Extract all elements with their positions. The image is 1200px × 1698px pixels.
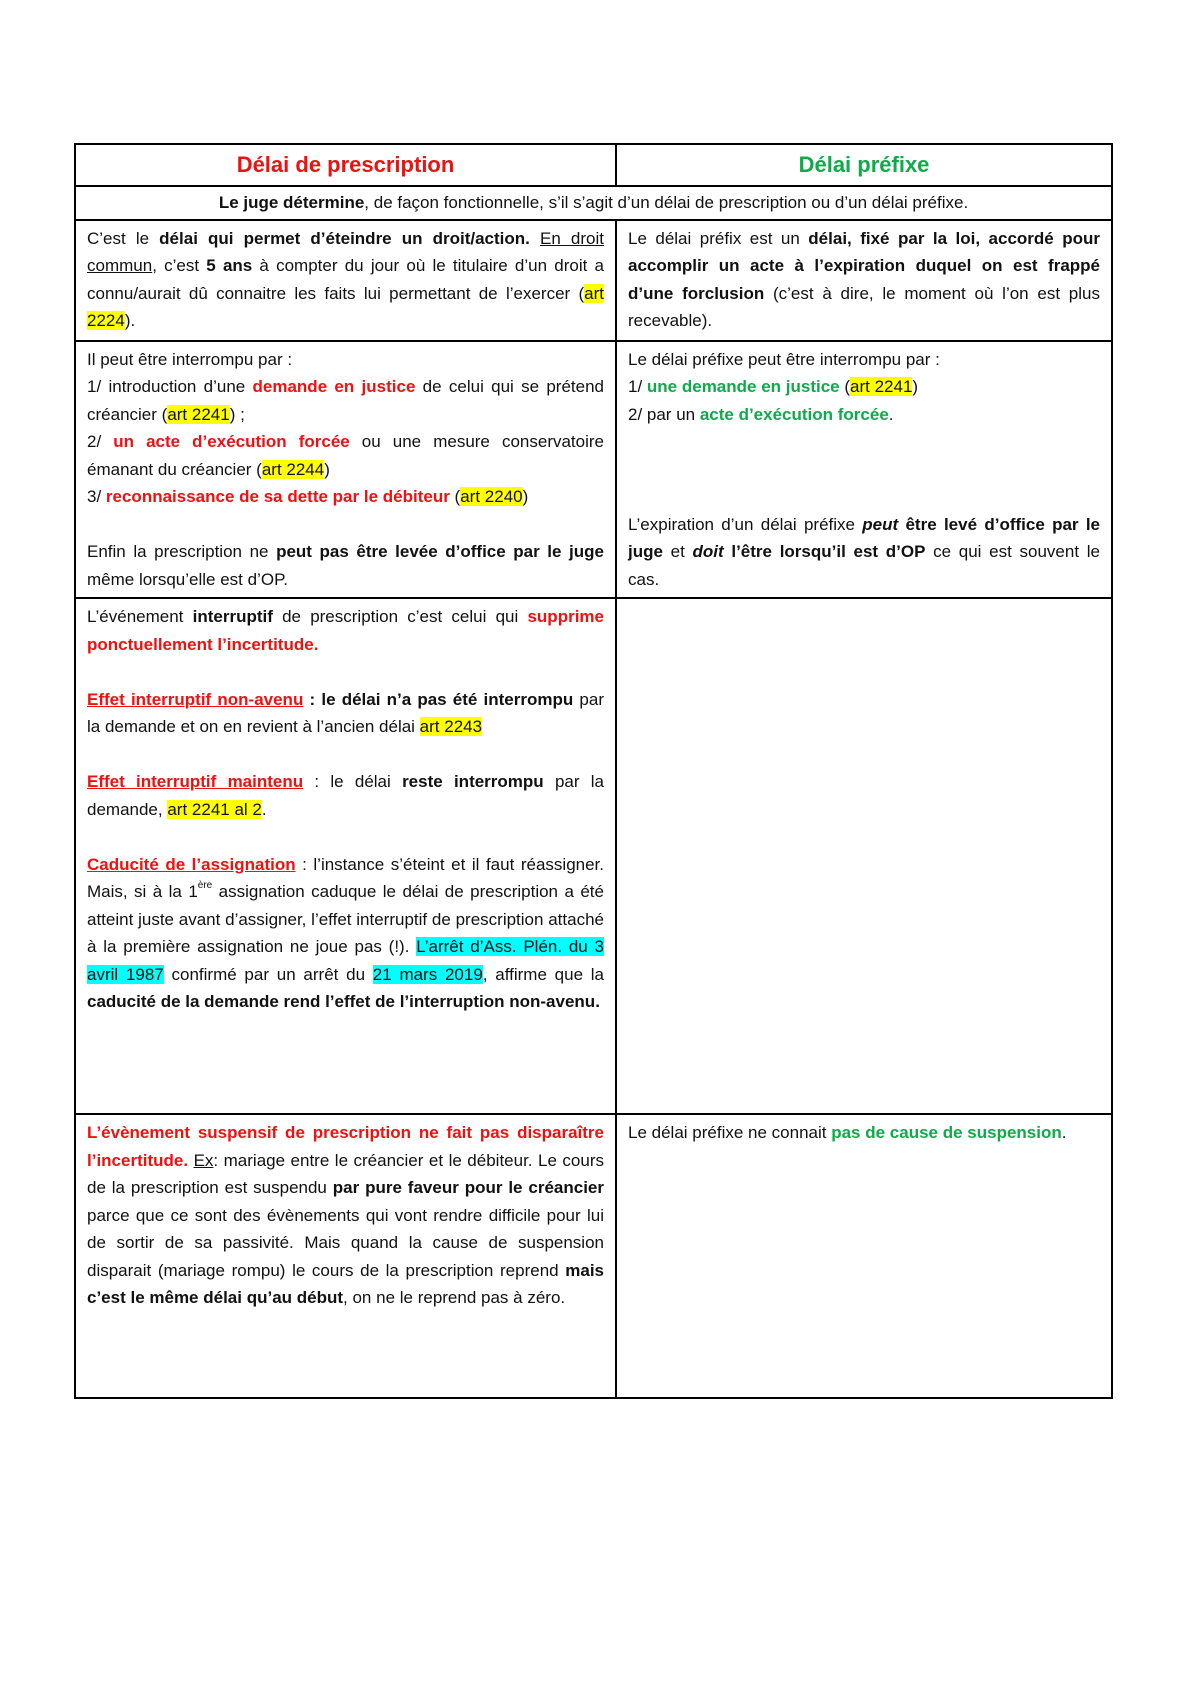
italic-text: doit — [692, 542, 724, 561]
paragraph: Il peut être interrompu par : — [87, 349, 293, 369]
bold-text: peut pas être levée d’office par le juge — [276, 542, 605, 561]
prescription-definition-cell — [75, 220, 616, 341]
text: ce qui est souvent le cas. — [628, 542, 1100, 589]
article-reference: art 2243 — [419, 717, 483, 736]
text: 2/ — [87, 432, 114, 451]
prefixe-suspension-cell — [616, 1114, 1112, 1398]
list-item — [87, 373, 604, 428]
text: Le délai préfixe ne connait — [628, 1123, 832, 1142]
text: 1/ — [628, 377, 647, 396]
section-title: Effet interruptif non-avenu — [87, 689, 304, 709]
text: (c’est à dire, le moment où l’on est plus recevable). — [628, 283, 1100, 330]
red-text: un acte d’exécution forcée — [113, 432, 350, 451]
article-reference: art 2224 — [87, 283, 604, 330]
text: , on ne le reprend pas à zéro. — [343, 1288, 566, 1307]
text: même lorsqu’elle est d’OP. — [87, 569, 288, 589]
bold-text: l’être lorsqu’il est d’OP — [723, 542, 926, 561]
case-reference: L’arrêt d’Ass. Plén. du 3 avril 1987 — [87, 937, 604, 984]
definition-row — [75, 220, 1112, 341]
text: ) — [912, 377, 919, 396]
underlined-text: Ex — [193, 1150, 214, 1170]
header-row — [75, 144, 1112, 186]
paragraph — [87, 603, 604, 658]
empty-cell — [616, 598, 1112, 1114]
list-item — [87, 428, 604, 483]
text: ) — [324, 459, 330, 479]
green-text: une demande en justice — [646, 377, 840, 396]
text: . — [888, 404, 894, 424]
red-text: supprime ponctuellement l’incertitude. — [87, 607, 604, 654]
interruptive-event-row — [75, 598, 1112, 1114]
text: parce que ce sont des évènements qui vont rendre difficile pour lui de sortir de sa passivité. Mais quand la cause de suspension disparait (mariage rompu) le cours de la prescription reprend — [87, 1205, 604, 1280]
text: ou une mesure conservatoire émanant du créancier ( — [87, 432, 605, 479]
article-reference: art 2241 — [167, 404, 230, 424]
underlined-text: En droit commun — [87, 228, 604, 275]
text: 3/ — [87, 487, 106, 506]
text: ) ; — [229, 404, 245, 424]
bold-text: interruptif — [192, 607, 273, 626]
prescription-interruption-cell — [75, 341, 616, 599]
italic-text: peut — [862, 514, 899, 534]
text: Le délai préfix est un — [628, 228, 809, 248]
text: ) — [522, 487, 529, 506]
green-text: pas de cause de suspension — [831, 1123, 1062, 1142]
list-item — [87, 483, 604, 511]
red-text: L’évènement suspensif de prescription ne fait pas disparaître l’incertitude. — [87, 1123, 604, 1170]
bold-text: délai n’a pas été interrompu — [341, 689, 574, 709]
bold-text: être levé d’office par le juge — [628, 514, 1101, 561]
prescription-suspension-cell — [75, 1114, 616, 1398]
paragraph — [87, 686, 604, 741]
text: de celui qui se prétend créancier ( — [87, 377, 604, 424]
prefixe-interruption-cell — [616, 341, 1112, 599]
prefixe-definition-cell — [616, 220, 1112, 341]
paragraph: Le délai préfixe peut être interrompu par : — [628, 349, 940, 369]
interruptive-event-cell — [75, 598, 616, 1114]
intro-text: , de façon fonctionnelle, s’il s’agit d’un délai de prescription ou d’un délai préfixe. — [364, 193, 969, 212]
comparison-table — [74, 143, 1113, 1399]
header-prescription: Délai de prescription — [75, 144, 616, 186]
text: confirmé par un arrêt du — [163, 964, 373, 984]
text: par la demande et on en revient à l’ancien délai — [87, 689, 605, 736]
text: et — [662, 542, 693, 561]
text: Enfin la prescription ne — [87, 542, 277, 561]
article-reference: art 2240 — [460, 487, 523, 506]
text: , affirme que la — [482, 964, 605, 984]
interruption-row — [75, 341, 1112, 599]
bold-text: caducité de la demande rend l’effet de l’interruption non-avenu. — [87, 992, 600, 1011]
text — [530, 229, 540, 248]
paragraph — [87, 538, 604, 593]
article-reference: art 2241 al 2 — [167, 799, 262, 819]
text: ( — [449, 487, 461, 506]
text: assignation caduque le délai de prescription a été atteint juste avant d’assigner, l’effet interruptif de prescription attaché à la première assignation ne joue pas (!). — [87, 882, 604, 956]
bold-text: délai qui permet d’éteindre un droit/action. — [159, 228, 530, 248]
text: . — [261, 799, 267, 819]
text: ). — [124, 311, 136, 330]
text: . — [1061, 1123, 1067, 1142]
article-reference: art 2244 — [261, 459, 325, 479]
text: : mariage entre le créancier et le débiteur. Le cours de la prescription est suspendu — [87, 1150, 604, 1197]
paragraph — [87, 768, 604, 823]
intro-row — [75, 186, 1112, 220]
paragraph — [628, 511, 1100, 594]
text: de prescription c’est celui qui — [272, 607, 528, 626]
text: C’est le — [87, 228, 160, 248]
green-text: acte d’exécution forcée — [699, 404, 889, 424]
intro-bold: Le juge détermine — [218, 193, 365, 212]
bold-text: mais c’est le même délai qu’au début — [87, 1260, 604, 1307]
text: : le délai — [303, 772, 403, 791]
text: par la demande, — [87, 772, 605, 819]
text: : le — [303, 689, 342, 709]
suspension-row — [75, 1114, 1112, 1398]
text: ( — [839, 377, 851, 396]
article-reference: art 2241 — [850, 377, 913, 396]
text: L’expiration d’un délai préfixe — [628, 514, 863, 534]
list-item — [628, 373, 1100, 401]
bold-text: délai, fixé par la loi, accordé pour accomplir un acte à l’expiration duquel on est frappé d’une forclusion — [628, 228, 1100, 303]
text: L’événement — [87, 607, 193, 626]
bold-text: reste interrompu — [402, 772, 544, 791]
bold-text: 5 ans — [206, 256, 253, 275]
intro-cell — [75, 186, 1112, 220]
paragraph — [87, 851, 604, 1016]
red-text: demande en justice — [252, 377, 416, 396]
superscript: ère — [197, 880, 213, 891]
text: 1/ introduction d’une — [87, 377, 253, 396]
section-title: Caducité de l’assignation — [87, 854, 296, 874]
header-prefixe: Délai préfixe — [616, 144, 1112, 186]
text: : l’instance s’éteint et il faut réassigner. Mais, si à la 1 — [87, 854, 605, 901]
list-item — [628, 401, 1100, 429]
text: , c’est — [152, 256, 207, 275]
text: à compter du jour où le titulaire d’un droit a connu/aurait dû connaitre les faits lui permettant de l’exercer ( — [87, 256, 604, 303]
text: 2/ par un — [628, 404, 700, 424]
bold-text: par pure faveur pour le créancier — [332, 1178, 604, 1197]
red-text: reconnaissance de sa dette par le débiteur — [105, 487, 450, 506]
section-title: Effet interruptif maintenu — [87, 772, 304, 791]
case-reference: 21 mars 2019 — [372, 964, 483, 984]
